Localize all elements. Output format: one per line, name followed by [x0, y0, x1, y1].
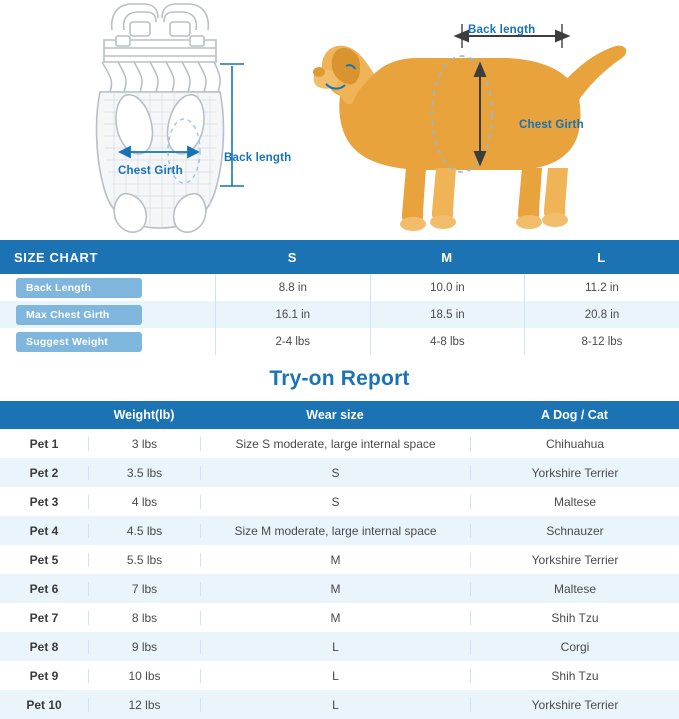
pet-name: Pet 7	[29, 610, 59, 625]
table-row	[0, 690, 679, 719]
table-row	[0, 301, 679, 328]
tryon-header-row	[0, 401, 679, 429]
suggest-weight-s: 2-4 lbs	[215, 328, 370, 355]
pet-name: Pet 8	[29, 639, 59, 654]
tryon-col-breed: A Dog / Cat	[541, 408, 608, 422]
table-row	[0, 516, 679, 545]
pet-weight: 8 lbs	[88, 611, 200, 625]
pet-breed: Shih Tzu	[470, 611, 679, 625]
pet-breed: Yorkshire Terrier	[470, 698, 679, 712]
pet-weight: 4.5 lbs	[88, 524, 200, 538]
back-length-m: 10.0 in	[370, 274, 525, 301]
pet-name: Pet 9	[29, 668, 59, 683]
pet-weight: 7 lbs	[88, 582, 200, 596]
dog-illustration	[310, 8, 665, 238]
pet-name: Pet 6	[29, 581, 59, 596]
pet-breed: Shih Tzu	[470, 669, 679, 683]
pet-breed: Corgi	[470, 640, 679, 654]
back-length-s: 8.8 in	[215, 274, 370, 301]
pet-breed: Yorkshire Terrier	[470, 553, 679, 567]
pet-name: Pet 5	[29, 552, 59, 567]
table-row	[0, 603, 679, 632]
pet-breed: Schnauzer	[470, 524, 679, 538]
back-length-label-right: Back length	[468, 24, 536, 36]
chest-girth-m: 18.5 in	[370, 301, 525, 328]
tryon-col-weight: Weight(lb)	[113, 408, 175, 422]
row-label-max-chest-girth: Max Chest Girth	[16, 305, 142, 325]
table-row	[0, 632, 679, 661]
pet-weight: 10 lbs	[88, 669, 200, 683]
table-row	[0, 545, 679, 574]
size-chart-col-l: L	[597, 249, 606, 265]
chest-girth-s: 16.1 in	[215, 301, 370, 328]
pet-breed: Maltese	[470, 582, 679, 596]
pet-weight: 3.5 lbs	[88, 466, 200, 480]
size-chart-col-m: M	[441, 249, 453, 265]
row-label-suggest-weight: Suggest Weight	[16, 332, 142, 352]
table-row	[0, 487, 679, 516]
pet-weight: 5.5 lbs	[88, 553, 200, 567]
chest-girth-l: 20.8 in	[524, 301, 679, 328]
pet-wear-size: M	[200, 611, 470, 625]
chest-girth-label-right: Chest Girth	[519, 119, 584, 131]
tryon-col-wear-size: Wear size	[306, 408, 364, 422]
pet-name: Pet 3	[29, 494, 59, 509]
pet-wear-size: M	[200, 553, 470, 567]
pet-wear-size: S	[200, 466, 470, 480]
pet-weight: 3 lbs	[88, 437, 200, 451]
size-chart-header-row	[0, 240, 679, 274]
back-length-label-left: Back length	[224, 152, 292, 164]
pet-weight: 4 lbs	[88, 495, 200, 509]
pet-name: Pet 10	[26, 697, 62, 712]
tryon-report-title: Try-on Report	[269, 367, 410, 390]
pet-breed: Maltese	[470, 495, 679, 509]
illustration-area	[0, 0, 679, 240]
suggest-weight-m: 4-8 lbs	[370, 328, 525, 355]
suggest-weight-l: 8-12 lbs	[524, 328, 679, 355]
chest-girth-label-left: Chest Girth	[118, 165, 183, 177]
pet-weight: 9 lbs	[88, 640, 200, 654]
back-length-l: 11.2 in	[524, 274, 679, 301]
pet-wear-size: L	[200, 640, 470, 654]
pet-wear-size: M	[200, 582, 470, 596]
pet-wear-size: L	[200, 698, 470, 712]
table-row	[0, 661, 679, 690]
table-row	[0, 429, 679, 458]
back-length-bracket-left	[214, 58, 264, 198]
pet-wear-size: S	[200, 495, 470, 509]
pet-breed: Yorkshire Terrier	[470, 466, 679, 480]
size-chart-col-s: S	[287, 249, 297, 265]
row-label-back-length: Back Length	[16, 278, 142, 298]
table-row	[0, 574, 679, 603]
tryon-report-table	[0, 401, 679, 719]
size-chart-table	[0, 240, 679, 355]
table-row	[0, 328, 679, 355]
pet-wear-size: Size M moderate, large internal space	[200, 524, 470, 538]
pet-wear-size: Size S moderate, large internal space	[200, 437, 470, 451]
table-row	[0, 458, 679, 487]
pet-name: Pet 1	[29, 436, 59, 451]
pet-name: Pet 2	[29, 465, 59, 480]
pet-wear-size: L	[200, 669, 470, 683]
size-chart-title: SIZE CHART	[14, 249, 98, 265]
pet-name: Pet 4	[29, 523, 59, 538]
pet-weight: 12 lbs	[88, 698, 200, 712]
table-row	[0, 274, 679, 301]
pet-breed: Chihuahua	[470, 437, 679, 451]
